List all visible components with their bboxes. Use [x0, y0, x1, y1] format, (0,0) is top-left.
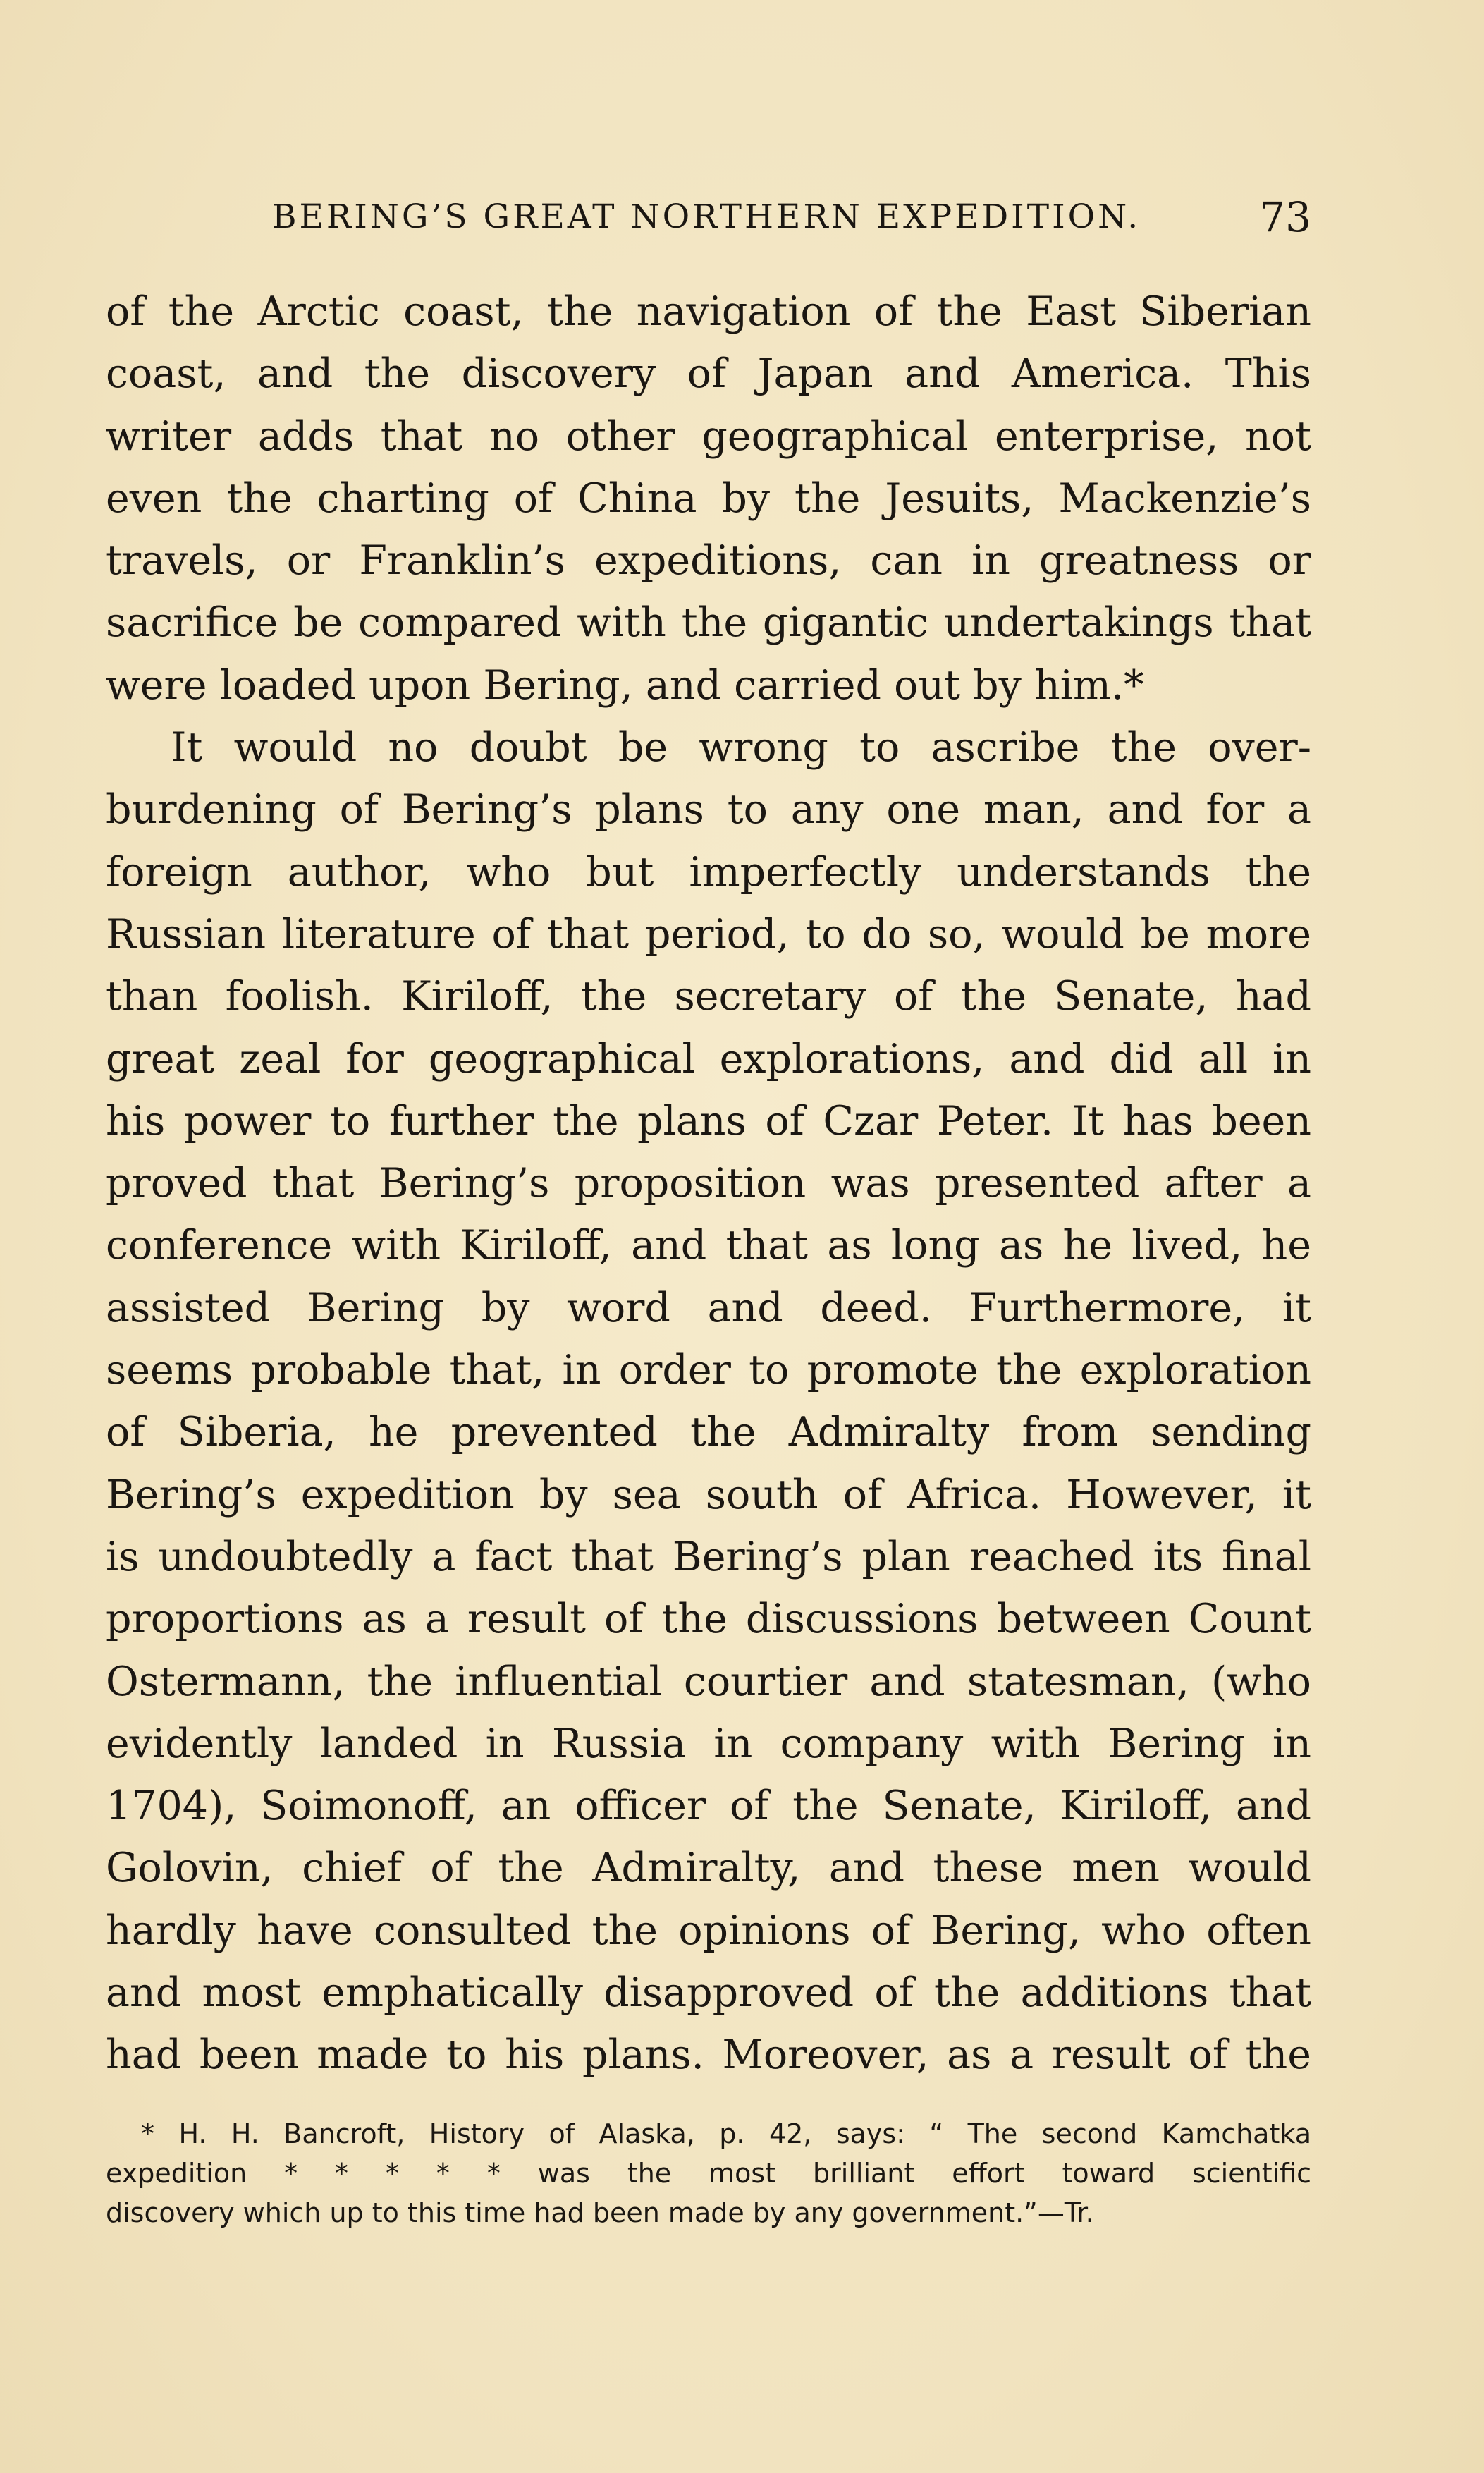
text-line: writer adds that no other geographical enterprise, not [106, 413, 1311, 460]
text-line: burdening of Bering’s plans to any one man, and for a [106, 786, 1311, 834]
footnote-line: expedition * * * * * was the most brilliant effort toward scientific [106, 2158, 1311, 2189]
text-line: even the charting of China by the Jesuits, Mackenzie’s [106, 475, 1311, 522]
text-line: proved that Bering’s proposition was presented after a [106, 1160, 1311, 1207]
text-line: Russian literature of that period, to do so, would be more [106, 910, 1311, 958]
text-line: Golovin, chief of the Admiralty, and these men would [106, 1845, 1311, 1892]
text-line: of the Arctic coast, the navigation of the East Siberian [106, 288, 1311, 335]
text-line: Bering’s expedition by sea south of Africa. However, it [106, 1471, 1311, 1518]
text-line: seems probable that, in order to promote the exploration [106, 1347, 1311, 1394]
footnote-line: * H. H. Bancroft, History of Alaska, p. 42, says: “ The second Kamchatka [141, 2118, 1311, 2149]
footnote-line: discovery which up to this time had been made by any government.”—Tr. [106, 2197, 1094, 2228]
text-line: evidently landed in Russia in company with Bering in [106, 1720, 1311, 1767]
text-line: foreign author, who but imperfectly understands the [106, 848, 1311, 896]
text-line: is undoubtedly a fact that Bering’s plan reached its final [106, 1533, 1311, 1580]
text-line: coast, and the discovery of Japan and America. This [106, 350, 1311, 398]
text-line: Ostermann, the influential courtier and statesman, (who [106, 1658, 1311, 1705]
text-line: had been made to his plans. Moreover, as a result of the [106, 2032, 1311, 2079]
text-line: and most emphatically disapproved of the additions that [106, 1970, 1311, 2017]
text-line: proportions as a result of the discussions between Count [106, 1596, 1311, 1643]
footnote [106, 2114, 1311, 2233]
page-number: 73 [1259, 193, 1311, 241]
text-line: conference with Kiriloff, and that as long as he lived, he [106, 1222, 1311, 1269]
text-line: 1704), Soimonoff, an officer of the Senate, Kiriloff, and [106, 1783, 1311, 1830]
text-line: hardly have consulted the opinions of Bering, who often [106, 1907, 1311, 1954]
text-line: were loaded upon Bering, and carried out by him.* [106, 661, 1144, 709]
text-line: of Siberia, he prevented the Admiralty from sending [106, 1409, 1311, 1456]
body-text [106, 281, 1311, 2087]
text-line: than foolish. Kiriloff, the secretary of the Senate, had [106, 973, 1311, 1020]
text-line: great zeal for geographical explorations, and did all in [106, 1035, 1311, 1082]
text-line: his power to further the plans of Czar Peter. It has been [106, 1097, 1311, 1144]
text-line: It would no doubt be wrong to ascribe the over- [171, 724, 1311, 771]
page-header [106, 189, 1311, 245]
running-head: BERING’S GREAT NORTHERN EXPEDITION. [272, 197, 1141, 236]
text-line: sacrifice be compared with the gigantic undertakings that [106, 599, 1311, 647]
text-line: travels, or Franklin’s expeditions, can in greatness or [106, 537, 1311, 585]
text-line: assisted Bering by word and deed. Furthermore, it [106, 1284, 1311, 1331]
